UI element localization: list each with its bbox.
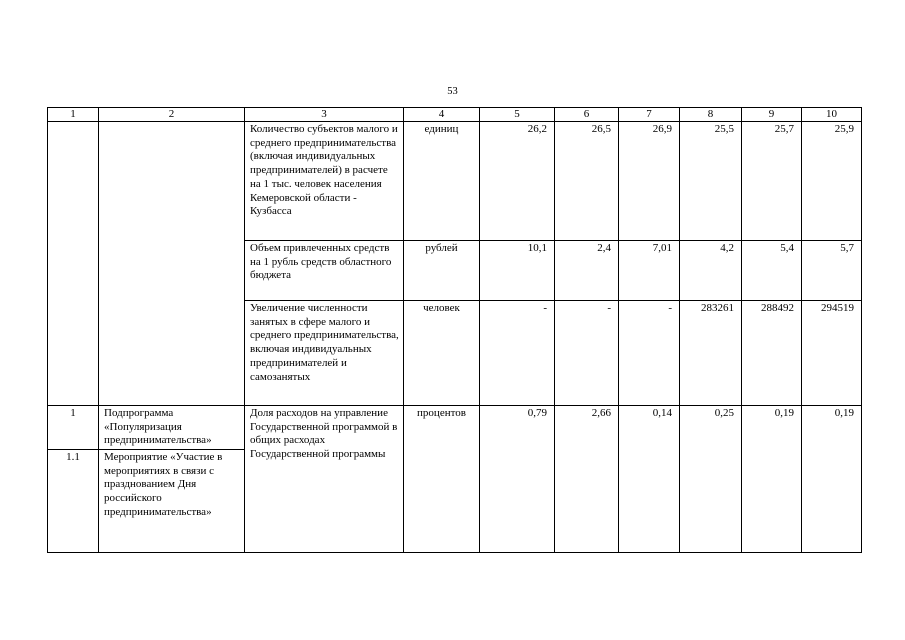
indicator-value: 5,7 (802, 241, 862, 301)
event-number: 1.1 (48, 450, 99, 553)
indicator-value: 0,19 (742, 406, 802, 553)
indicator-value: 26,9 (619, 122, 680, 241)
indicator-value: - (480, 301, 555, 406)
indicator-value: 2,4 (555, 241, 619, 301)
indicator-value: 4,2 (680, 241, 742, 301)
table-row (48, 406, 862, 450)
indicator-value: 7,01 (619, 241, 680, 301)
indicator-value: 5,4 (742, 241, 802, 301)
header-cell: 9 (742, 108, 802, 122)
header-cell: 3 (245, 108, 404, 122)
indicator-value: 288492 (742, 301, 802, 406)
indicator-value: 25,7 (742, 122, 802, 241)
indicator-value: 25,5 (680, 122, 742, 241)
indicator-value: - (619, 301, 680, 406)
indicator-name: Увеличение численности занятых в сфере малого и среднего предпринимательства, включая индивидуальных предпринимателей и самозанятых (245, 301, 404, 406)
indicator-value: 25,9 (802, 122, 862, 241)
page-number: 53 (447, 86, 458, 97)
indicator-value: 2,66 (555, 406, 619, 553)
header-cell: 5 (480, 108, 555, 122)
subprogram-name: Подпрограмма «Популяризация предпринимательства» (99, 406, 245, 450)
header-cell: 2 (99, 108, 245, 122)
indicator-value: 26,5 (555, 122, 619, 241)
indicator-unit: единиц (404, 122, 480, 241)
indicator-name: Объем привлеченных средств на 1 рубль средств областного бюджета (245, 241, 404, 301)
header-row (48, 108, 862, 122)
indicator-name: Доля расходов на управление Государственной программой в общих расходах Государственной программы (245, 406, 404, 553)
indicator-value: 0,25 (680, 406, 742, 553)
indicator-value: 0,19 (802, 406, 862, 553)
header-cell: 10 (802, 108, 862, 122)
indicator-value: 10,1 (480, 241, 555, 301)
table-row (48, 122, 862, 241)
indicator-value: - (555, 301, 619, 406)
empty-name-cell (99, 122, 245, 406)
indicator-value: 0,14 (619, 406, 680, 553)
header-cell: 4 (404, 108, 480, 122)
indicator-name: Количество субъектов малого и среднего предпринимательства (включая индивидуальных предпринимателей) в расчете на 1 тыс. человек населения Кемеровской области - Кузбасса (245, 122, 404, 241)
indicator-unit: человек (404, 301, 480, 406)
header-cell: 6 (555, 108, 619, 122)
indicator-unit: рублей (404, 241, 480, 301)
indicators-table (47, 107, 862, 553)
indicator-value: 283261 (680, 301, 742, 406)
header-cell: 1 (48, 108, 99, 122)
indicator-value: 294519 (802, 301, 862, 406)
header-cell: 7 (619, 108, 680, 122)
header-cell: 8 (680, 108, 742, 122)
subprogram-number: 1 (48, 406, 99, 450)
indicator-value: 26,2 (480, 122, 555, 241)
event-name: Мероприятие «Участие в мероприятиях в связи с празднованием Дня российского предпринимательства» (99, 450, 245, 553)
indicator-value: 0,79 (480, 406, 555, 553)
empty-number-cell (48, 122, 99, 406)
indicator-unit: процентов (404, 406, 480, 553)
